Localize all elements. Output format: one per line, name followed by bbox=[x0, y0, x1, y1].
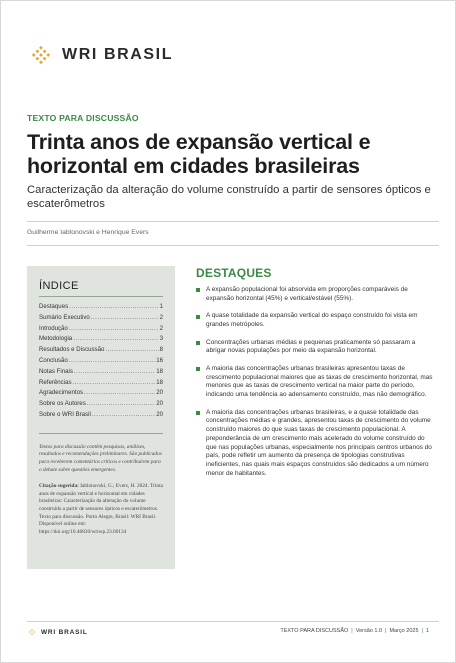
toc-entry[interactable] bbox=[39, 324, 163, 335]
toc-entry-label: Sobre os Autores bbox=[39, 400, 86, 408]
toc-leader bbox=[73, 334, 158, 345]
highlight-item bbox=[196, 339, 436, 357]
document-kicker: TEXTO PARA DISCUSSÃO bbox=[27, 113, 139, 123]
logo-diamond bbox=[39, 60, 43, 64]
logo-diamond bbox=[39, 46, 43, 50]
logo-diamond bbox=[46, 53, 50, 57]
toc-leader bbox=[92, 410, 155, 421]
page-number: 1 bbox=[425, 628, 429, 634]
logo-diamond bbox=[33, 633, 34, 634]
toc-entry-label: Notas Finais bbox=[39, 367, 73, 375]
toc-entry-label: Agradecimentos bbox=[39, 389, 84, 397]
citation-text: Iablonovski, G.; Evers, H. 2024. Trinta anos de expansão vertical e horizontal em cidades brasileiras: Caracterização da alteração do volume construído a partir de sensores ópticos e escaterômetros. Texto para discussão. Porto Alegre, Brasil: WRI Brasil. Disponível online em: https://doi.org/10.46830/wriwp.23.00134 bbox=[39, 483, 163, 535]
logo-diamond bbox=[30, 633, 31, 634]
toc-entry-label: Sobre o WRI Brasil bbox=[39, 410, 91, 418]
highlight-text: A expansão populacional foi absorvida em proporções comparáveis de expansão horizontal (45%) e vertical/estável (55%). bbox=[206, 286, 408, 302]
toc-entry[interactable] bbox=[39, 399, 163, 410]
logo-diamond bbox=[31, 634, 32, 635]
toc-entry-page: 1 bbox=[159, 303, 163, 310]
footer-brand-name: WRI BRASIL bbox=[41, 628, 88, 636]
document-subtitle: Caracterização da alteração do volume construído a partir de sensores ópticos e escaterômetros bbox=[27, 184, 431, 210]
highlight-text: Concentrações urbanas médias e pequenas praticamente só passaram a abrigar novas populações por meio da expansão horizontal. bbox=[206, 338, 416, 355]
logo-diamond bbox=[43, 57, 47, 61]
footer-doc-type: TEXTO PARA DISCUSSÃO bbox=[280, 628, 349, 634]
highlight-text: A quase totalidade da expansão vertical do espaço construído foi vista em grandes metrópoles. bbox=[206, 312, 418, 329]
toc-entry-page: 20 bbox=[156, 410, 163, 418]
toc-entry[interactable] bbox=[39, 302, 163, 313]
bullet-icon bbox=[196, 315, 200, 319]
toc-leader bbox=[84, 388, 155, 399]
highlight-item bbox=[196, 409, 436, 479]
toc-entry[interactable] bbox=[39, 410, 163, 421]
bullet-icon bbox=[196, 288, 200, 292]
wri-logo-icon bbox=[27, 41, 55, 69]
document-title: Trinta anos de expansão vertical e horizontal em cidades brasileiras bbox=[27, 130, 371, 178]
wri-logo-icon bbox=[27, 627, 37, 637]
toc-entry-label: Introdução bbox=[39, 324, 68, 332]
highlight-text: A maioria das concentrações urbanas brasileiras, e a quase totalidade das concentrações médias e grandes, apresentou taxas de crescimento do volume construído maiores do que suas taxas de crescimento populacional. A preponderância de um crescimento mais acelerado do volume construído do que nas populações urbanas, especialmente nos principais centros urbanos do país, pode refletir um aumento da presença de tipologias construtivas ineficientes, nas quais mais espaços construídos são dedicados a um número menor de habitantes. bbox=[206, 408, 432, 477]
table-of-contents bbox=[39, 302, 163, 421]
logo-diamond bbox=[34, 631, 35, 632]
discussion-note: Textos para discussão contêm pesquisas, análises, resultados e recomendações preliminares. São publicados para receberem comentários críticos e contribuírem para o debate sobre questões emergentes. bbox=[39, 443, 162, 473]
toc-entry[interactable] bbox=[39, 378, 163, 389]
toc-entry[interactable] bbox=[39, 313, 163, 324]
toc-entry-label: Referências bbox=[39, 378, 72, 386]
toc-entry[interactable] bbox=[39, 345, 163, 356]
toc-entry-page: 20 bbox=[156, 400, 163, 408]
highlights-list bbox=[196, 286, 436, 487]
highlight-text: A maioria das concentrações urbanas brasileiras apresentou taxas de crescimento populacional maiores que as taxas de crescimento horizontal, mas menores que as taxas de crescimento vertical na maior parte do período, indicando uma tendência ao adensamento construído, mas não demográfico. bbox=[206, 364, 433, 399]
toc-entry-page: 18 bbox=[156, 378, 163, 386]
toc-entry[interactable] bbox=[39, 356, 163, 367]
highlight-item bbox=[196, 312, 436, 330]
suggested-citation bbox=[39, 483, 163, 536]
logo-diamond bbox=[31, 631, 32, 632]
bullet-icon bbox=[196, 367, 200, 371]
toc-entry-label: Destaques bbox=[39, 303, 69, 310]
logo-diamond bbox=[33, 630, 34, 631]
toc-leader bbox=[69, 324, 159, 335]
logo-diamond bbox=[29, 631, 30, 632]
toc-leader bbox=[69, 356, 155, 367]
index-title: ÍNDICE bbox=[39, 280, 79, 292]
toc-leader bbox=[87, 399, 155, 410]
index-sidebar bbox=[27, 266, 175, 569]
toc-entry-page: 2 bbox=[159, 324, 163, 332]
authors: Guilherme Iablonovski e Henrique Evers bbox=[27, 229, 149, 236]
highlights-title: DESTAQUES bbox=[196, 266, 272, 280]
footer-logo bbox=[27, 627, 88, 637]
toc-entry[interactable] bbox=[39, 388, 163, 399]
toc-entry-page: 3 bbox=[159, 335, 163, 343]
toc-entry[interactable] bbox=[39, 334, 163, 345]
toc-entry-label: Sumário Executivo bbox=[39, 313, 90, 321]
logo-diamond bbox=[36, 50, 40, 54]
divider bbox=[39, 296, 163, 297]
bullet-icon bbox=[196, 341, 200, 345]
logo-diamond bbox=[32, 53, 36, 57]
toc-entry-page: 2 bbox=[159, 313, 163, 321]
toc-entry-label: Resultados e Discussão bbox=[39, 346, 105, 354]
footer-divider bbox=[27, 621, 439, 622]
divider bbox=[27, 245, 439, 246]
footer-info: TEXTO PARA DISCUSSÃO | Versão 1.0 | Março 2025 | 1 bbox=[280, 628, 429, 634]
divider bbox=[27, 221, 439, 222]
toc-leader bbox=[73, 378, 156, 389]
toc-entry[interactable] bbox=[39, 367, 163, 378]
bullet-icon bbox=[196, 411, 200, 415]
toc-leader bbox=[69, 302, 158, 313]
brand-logo bbox=[27, 41, 173, 69]
footer-date: Março 2025 bbox=[389, 628, 419, 634]
highlight-item bbox=[196, 286, 436, 304]
toc-entry-page: 20 bbox=[156, 389, 163, 397]
toc-leader bbox=[91, 313, 159, 324]
footer-version: Versão 1.0 bbox=[355, 628, 383, 634]
toc-entry-label: Conclusão bbox=[39, 356, 68, 364]
toc-entry-page: 18 bbox=[156, 367, 163, 375]
citation-label: Citação sugerida: bbox=[39, 483, 79, 490]
toc-entry-page: 16 bbox=[156, 356, 163, 364]
brand-name: WRI BRASIL bbox=[62, 46, 174, 63]
logo-diamond bbox=[39, 53, 43, 57]
divider bbox=[39, 433, 163, 434]
logo-diamond bbox=[31, 629, 32, 630]
toc-entry-label: Metodologia bbox=[39, 335, 73, 343]
toc-entry-page: 8 bbox=[159, 346, 163, 354]
logo-diamond bbox=[30, 630, 31, 631]
toc-leader bbox=[74, 367, 155, 378]
highlight-item bbox=[196, 365, 436, 400]
logo-diamond bbox=[43, 50, 47, 54]
logo-diamond bbox=[36, 57, 40, 61]
toc-leader bbox=[105, 345, 158, 356]
